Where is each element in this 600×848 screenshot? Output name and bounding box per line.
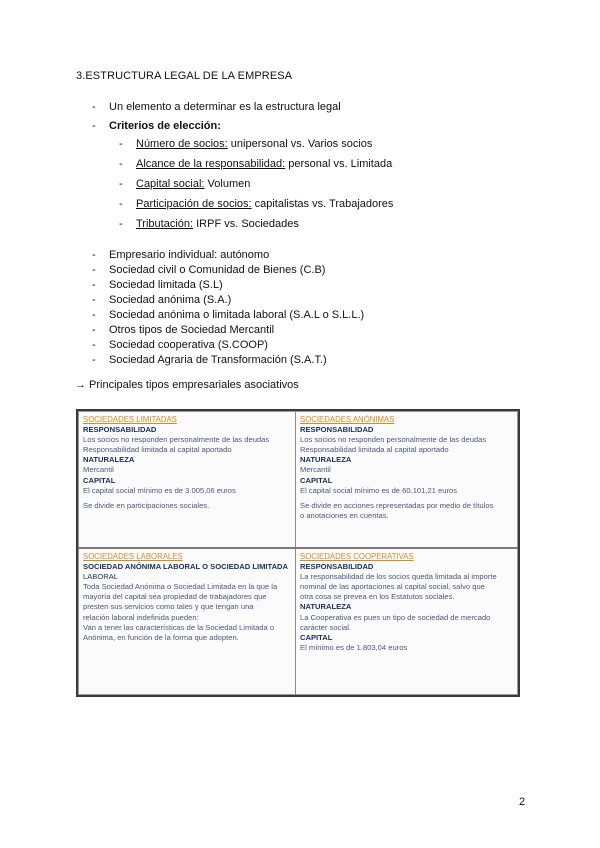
- cell-text: Los socios no responden personalmente de las deudas: [300, 435, 487, 445]
- dash: -: [92, 324, 96, 336]
- cell-text: nominal de las aportaciones al capital social, salvo que: [300, 582, 485, 592]
- cell-text: El capital social mínimo es de 60.101,21 euros: [300, 485, 458, 495]
- type-text: Sociedad Agraria de Transformación (S.A.T.): [109, 354, 327, 366]
- cell-label: CAPITAL: [83, 475, 116, 485]
- cell-sociedades-laborales: [83, 552, 290, 643]
- cell-text: La Cooperativa es pues un tipo de sociedad de mercado: [300, 612, 491, 622]
- cell-heading: SOCIEDADES COOPERATIVAS: [300, 552, 414, 561]
- cell-text: Anónima, en función de la forma que adopten.: [83, 632, 239, 642]
- cell-heading: SOCIEDADES LABORALES: [83, 552, 183, 561]
- cell-text: relación laboral indefinida pueden:: [83, 612, 199, 622]
- dash: -: [119, 158, 123, 170]
- cell-text: presten sus servicios como tales y que tengan una: [83, 602, 254, 612]
- dash: -: [92, 101, 96, 113]
- criteria-item: [119, 214, 393, 234]
- list-item: [93, 263, 364, 278]
- cell-label: RESPONSABILIDAD: [300, 562, 374, 572]
- dash: -: [92, 339, 96, 351]
- cell-heading: SOCIEDADES ANÓNIMAS: [300, 415, 395, 424]
- cell-text: Mercantil: [300, 465, 331, 475]
- list-item: [93, 353, 364, 368]
- table-divider-vertical: [295, 411, 296, 695]
- criteria-label: Participación de socios:: [136, 198, 252, 210]
- cell-label: CAPITAL: [300, 632, 333, 642]
- criteria-item: [119, 154, 393, 174]
- cell-text: mayoría del capital sea propiedad de trabajadores que: [83, 592, 267, 602]
- cell-text: carácter social.: [300, 622, 352, 632]
- section-heading-arrow: → Principales tipos empresariales asociativos: [75, 379, 299, 391]
- dash: -: [119, 138, 123, 150]
- type-text: Sociedad anónima (S.A.): [109, 294, 232, 306]
- page-title: 3.ESTRUCTURA LEGAL DE LA EMPRESA: [76, 70, 293, 82]
- type-text: Sociedad civil o Comunidad de Bienes (C.B): [109, 264, 326, 276]
- criteria-item: [119, 194, 393, 214]
- dash: -: [92, 249, 96, 261]
- criteria-value: unipersonal vs. Varios socios: [227, 138, 373, 150]
- dash: -: [92, 294, 96, 306]
- cell-label: SOCIEDAD ANÓNIMA LABORAL O SOCIEDAD LIMITADA: [83, 562, 289, 572]
- type-text: Empresario individual: autónomo: [109, 249, 270, 261]
- criteria-value: personal vs. Limitada: [285, 158, 393, 170]
- cell-label: NATURALEZA: [300, 455, 352, 465]
- cell-text: Los socios no responden personalmente de las deudas: [83, 435, 270, 445]
- intro-text: Un elemento a determinar es la estructura legal: [109, 101, 341, 113]
- list-item: [93, 338, 364, 353]
- cell-label: RESPONSABILIDAD: [83, 425, 157, 435]
- type-text: Sociedad cooperativa (S.COOP): [109, 339, 268, 351]
- cell-text: otra cosa se prevea en los Estatutos sociales.: [300, 592, 455, 602]
- dash: -: [92, 279, 96, 291]
- criteria-item: [119, 174, 393, 194]
- company-types-list: [93, 248, 364, 368]
- cell-label: NATURALEZA: [83, 455, 135, 465]
- intro-list: [93, 98, 341, 136]
- dash: -: [119, 218, 123, 230]
- criteria-value: IRPF vs. Sociedades: [193, 218, 299, 230]
- cell-text: La responsabilidad de los socios queda limitada al importe: [300, 572, 497, 582]
- list-item: [93, 308, 364, 323]
- criteria-label: Tributación:: [136, 218, 194, 230]
- type-text: Sociedad limitada (S.L): [109, 279, 223, 291]
- cell-text: o anotaciones en cuentas.: [300, 510, 389, 520]
- cell-text: Se divide en participaciones sociales.: [83, 500, 210, 510]
- cell-label: LABORAL: [83, 572, 119, 582]
- cell-heading: SOCIEDADES LIMITADAS: [83, 415, 177, 424]
- list-item: [93, 293, 364, 308]
- criteria-label: Número de socios:: [136, 138, 228, 150]
- list-item: [93, 278, 364, 293]
- company-types-table: [76, 409, 520, 697]
- type-text: Sociedad anónima o limitada laboral (S.A.L o S.L.L.): [109, 309, 365, 321]
- table-divider-horizontal: [78, 547, 518, 549]
- criteria-heading: Criterios de elección:: [109, 120, 221, 132]
- dash: -: [92, 354, 96, 366]
- cell-text: El capital social mínimo es de 3.005,06 euros: [83, 485, 236, 495]
- cell-sociedades-limitadas: [83, 415, 290, 511]
- cell-label: CAPITAL: [300, 475, 333, 485]
- list-item: [93, 98, 341, 117]
- cell-text: Mercantil: [83, 465, 114, 475]
- criteria-label: Capital social:: [136, 178, 205, 190]
- criteria-value: Volumen: [204, 178, 251, 190]
- cell-text: El mínimo es de 1.803,04 euros: [300, 642, 408, 652]
- criteria-value: capitalistas vs. Trabajadores: [251, 198, 394, 210]
- criteria-list: [119, 134, 393, 234]
- cell-sociedades-anonimas: [300, 415, 514, 521]
- criteria-label: Alcance de la responsabilidad:: [136, 158, 286, 170]
- cell-text: Van a tener las características de la Sociedad Limitada o: [83, 622, 275, 632]
- cell-text: Responsabilidad limitada al capital aportado: [300, 445, 449, 455]
- dash: -: [119, 178, 123, 190]
- dash: -: [92, 120, 96, 132]
- dash: -: [119, 198, 123, 210]
- type-text: Otros tipos de Sociedad Mercantil: [109, 324, 275, 336]
- cell-text: Se divide en acciones representadas por medio de títulos: [300, 500, 494, 510]
- list-item: [93, 248, 364, 263]
- dash: -: [92, 309, 96, 321]
- cell-label: RESPONSABILIDAD: [300, 425, 374, 435]
- cell-sociedades-cooperativas: [300, 552, 514, 653]
- cell-text: Toda Sociedad Anónima o Sociedad Limitada en la que la: [83, 582, 278, 592]
- cell-label: NATURALEZA: [300, 602, 352, 612]
- list-item: [93, 323, 364, 338]
- criteria-item: [119, 134, 393, 154]
- dash: -: [92, 264, 96, 276]
- cell-text: Responsabilidad limitada al capital aportado: [83, 445, 232, 455]
- page-number: 2: [519, 796, 526, 808]
